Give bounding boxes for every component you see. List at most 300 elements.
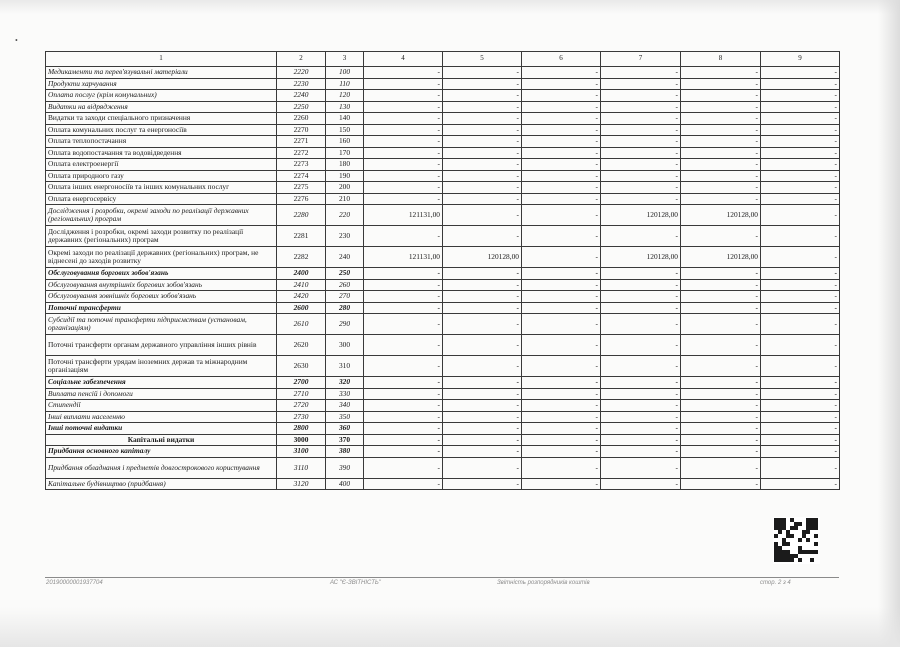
row-code-cell: 2270 [277,124,326,136]
row-name-cell: Медикаменти та перев'язувальні матеріали [46,67,277,79]
qr-module [790,558,794,562]
row-col7-cell: - [601,388,681,400]
row-col5-cell: - [443,268,522,280]
table-row [46,159,840,171]
footer-page-number: стор. 2 з 4 [760,580,791,586]
row-col8-cell: - [681,291,761,303]
row-line-cell: 110 [326,78,364,90]
row-col4-cell: - [364,457,443,478]
table-row [46,291,840,303]
row-col6-cell: - [522,226,601,247]
row-col4-cell: - [364,411,443,423]
row-col7-cell: - [601,226,681,247]
row-code-cell: 2220 [277,67,326,79]
row-col8-cell: - [681,400,761,412]
row-col5-cell: - [443,457,522,478]
row-code-cell: 2630 [277,356,326,377]
table-row [46,67,840,79]
row-col9-cell: - [761,302,840,314]
row-line-cell: 310 [326,356,364,377]
row-name-cell: Оплата теплопостачання [46,136,277,148]
row-line-cell: 230 [326,226,364,247]
qr-module [798,522,802,526]
row-code-cell: 3120 [277,478,326,490]
row-col7-cell: - [601,411,681,423]
row-col7-cell: - [601,314,681,335]
row-line-cell: 240 [326,247,364,268]
row-line-cell: 130 [326,101,364,113]
row-col7-cell: - [601,147,681,159]
row-col7-cell: - [601,423,681,435]
table-row [46,78,840,90]
row-col6-cell: - [522,377,601,389]
row-col9-cell: - [761,291,840,303]
row-line-cell: 220 [326,205,364,226]
row-col8-cell: - [681,423,761,435]
row-col7-cell: - [601,478,681,490]
row-col6-cell: - [522,147,601,159]
qr-module [798,538,802,542]
table-row [46,268,840,280]
row-line-cell: 340 [326,400,364,412]
qr-module [786,542,790,546]
row-col4-cell: - [364,302,443,314]
row-col8-cell: - [681,335,761,356]
row-code-cell: 2410 [277,279,326,291]
row-col8-cell: - [681,170,761,182]
row-code-cell: 2281 [277,226,326,247]
row-code-cell: 2230 [277,78,326,90]
row-code-cell: 2600 [277,302,326,314]
row-col6-cell: - [522,457,601,478]
row-col5-cell: - [443,388,522,400]
row-col6-cell: - [522,247,601,268]
row-col6-cell: - [522,335,601,356]
row-col6-cell: - [522,423,601,435]
row-name-cell: Придбання основного капіталу [46,446,277,458]
row-col8-cell: - [681,159,761,171]
header-cell: 7 [601,52,681,67]
row-col6-cell: - [522,124,601,136]
row-name-cell: Продукти харчування [46,78,277,90]
row-col9-cell: - [761,226,840,247]
row-col7-cell: - [601,356,681,377]
table-row [46,446,840,458]
row-col7-cell: - [601,400,681,412]
table-row [46,90,840,102]
row-col8-cell: - [681,90,761,102]
row-name-cell: Дослідження і розробки, окремі заходи розвитку по реалізації державних (регіональних) програм [46,226,277,247]
row-col6-cell: - [522,388,601,400]
row-name-cell: Капітальне будівництво (придбання) [46,478,277,490]
row-col7-cell: 120128,00 [601,247,681,268]
footer-system-name: АС "Є-ЗВІТНІСТЬ" [330,580,381,586]
row-col9-cell: - [761,90,840,102]
row-col5-cell: - [443,159,522,171]
row-col9-cell: - [761,356,840,377]
row-col7-cell: - [601,446,681,458]
row-col6-cell: - [522,205,601,226]
qr-module [814,550,818,554]
row-col5-cell: - [443,446,522,458]
scan-edge-top [0,0,900,14]
row-col4-cell: - [364,170,443,182]
row-col4-cell: - [364,291,443,303]
row-col6-cell: - [522,356,601,377]
row-col5-cell: - [443,193,522,205]
row-col6-cell: - [522,400,601,412]
row-col8-cell: - [681,193,761,205]
row-line-cell: 370 [326,434,364,446]
table-row [46,193,840,205]
row-line-cell: 400 [326,478,364,490]
row-code-cell: 2282 [277,247,326,268]
row-name-cell: Придбання обладнання і предметів довгострокового користування [46,457,277,478]
row-col5-cell: - [443,335,522,356]
qr-code [773,517,820,564]
row-line-cell: 180 [326,159,364,171]
row-col7-cell: - [601,113,681,125]
row-name-cell: Оплата комунальних послуг та енергоносіїв [46,124,277,136]
row-col9-cell: - [761,170,840,182]
row-line-cell: 190 [326,170,364,182]
row-col6-cell: - [522,446,601,458]
row-line-cell: 360 [326,423,364,435]
row-col4-cell: - [364,377,443,389]
row-col5-cell: - [443,170,522,182]
row-line-cell: 290 [326,314,364,335]
row-col7-cell: - [601,159,681,171]
row-col9-cell: - [761,335,840,356]
row-col9-cell: - [761,314,840,335]
row-col5-cell: - [443,302,522,314]
row-line-cell: 380 [326,446,364,458]
row-col8-cell: 120128,00 [681,205,761,226]
row-col4-cell: - [364,423,443,435]
row-code-cell: 3100 [277,446,326,458]
row-col4-cell: - [364,279,443,291]
row-name-cell: Видатки на відрядження [46,101,277,113]
row-col7-cell: - [601,193,681,205]
row-col8-cell: - [681,434,761,446]
row-col8-cell: - [681,67,761,79]
row-col9-cell: - [761,182,840,194]
row-col7-cell: - [601,302,681,314]
row-line-cell: 210 [326,193,364,205]
row-col6-cell: - [522,113,601,125]
qr-module [806,538,810,542]
row-name-cell: Обслуговування внутрішніх боргових зобов'язань [46,279,277,291]
row-name-cell: Дослідження і розробки, окремі заходи по реалізації державних (регіональних) програм [46,205,277,226]
row-line-cell: 200 [326,182,364,194]
row-col7-cell: - [601,377,681,389]
row-line-cell: 300 [326,335,364,356]
row-col5-cell: - [443,411,522,423]
footer-divider [45,577,839,578]
row-line-cell: 350 [326,411,364,423]
row-col8-cell: - [681,356,761,377]
row-col8-cell: - [681,124,761,136]
row-col6-cell: - [522,159,601,171]
scan-edge-bottom [0,607,900,647]
row-col5-cell: - [443,400,522,412]
row-code-cell: 2271 [277,136,326,148]
row-code-cell: 2710 [277,388,326,400]
row-col9-cell: - [761,268,840,280]
row-code-cell: 2730 [277,411,326,423]
row-name-cell: Стипендії [46,400,277,412]
table-row [46,101,840,113]
row-col9-cell: - [761,78,840,90]
row-code-cell: 2276 [277,193,326,205]
row-col7-cell: - [601,170,681,182]
row-code-cell: 2610 [277,314,326,335]
table-row [46,411,840,423]
row-col5-cell: - [443,377,522,389]
header-cell: 5 [443,52,522,67]
row-col6-cell: - [522,67,601,79]
row-col5-cell: - [443,90,522,102]
row-col4-cell: - [364,314,443,335]
row-name-cell: Поточні трансферти [46,302,277,314]
row-name-cell: Інші поточні видатки [46,423,277,435]
header-cell: 9 [761,52,840,67]
row-col9-cell: - [761,136,840,148]
header-cell: 1 [46,52,277,67]
expenditure-table [45,51,840,490]
row-name-cell: Субсидії та поточні трансферти підприємствам (установам, організаціям) [46,314,277,335]
row-name-cell: Оплата інших енергоносіїв та інших комунальних послуг [46,182,277,194]
row-code-cell: 2620 [277,335,326,356]
row-col8-cell: - [681,302,761,314]
row-code-cell: 2420 [277,291,326,303]
qr-module [790,534,794,538]
row-col6-cell: - [522,90,601,102]
row-line-cell: 100 [326,67,364,79]
table-row [46,205,840,226]
row-col9-cell: - [761,193,840,205]
row-name-cell: Капітальні видатки [46,434,277,446]
row-name-cell: Оплата водопостачання та водовідведення [46,147,277,159]
row-code-cell: 2280 [277,205,326,226]
row-col8-cell: - [681,226,761,247]
row-col9-cell: - [761,147,840,159]
table-row [46,302,840,314]
row-col9-cell: - [761,67,840,79]
row-col6-cell: - [522,478,601,490]
row-col9-cell: - [761,205,840,226]
header-cell: 2 [277,52,326,67]
row-col7-cell: - [601,124,681,136]
row-code-cell: 2720 [277,400,326,412]
footer-report-name: Звітність розпорядників коштів [497,580,590,586]
row-code-cell: 2260 [277,113,326,125]
row-name-cell: Виплата пенсій і допомоги [46,388,277,400]
scan-edge-right [878,0,900,647]
row-col7-cell: - [601,101,681,113]
row-line-cell: 320 [326,377,364,389]
header-cell: 8 [681,52,761,67]
row-col6-cell: - [522,182,601,194]
table-row [46,113,840,125]
scan-speck: • [15,36,18,45]
row-col9-cell: - [761,247,840,268]
row-col5-cell: - [443,226,522,247]
row-col5-cell: - [443,113,522,125]
row-col5-cell: - [443,67,522,79]
row-line-cell: 140 [326,113,364,125]
qr-module [810,558,814,562]
row-col4-cell: - [364,335,443,356]
row-line-cell: 390 [326,457,364,478]
row-col7-cell: - [601,182,681,194]
row-col7-cell: 120128,00 [601,205,681,226]
row-code-cell: 2400 [277,268,326,280]
row-code-cell: 2273 [277,159,326,171]
row-line-cell: 250 [326,268,364,280]
row-name-cell: Поточні трансферти урядам іноземних держав та міжнародним організаціям [46,356,277,377]
table-row [46,377,840,389]
row-name-cell: Соціальне забезпечення [46,377,277,389]
row-col5-cell: - [443,356,522,377]
row-col4-cell: - [364,193,443,205]
row-col8-cell: - [681,377,761,389]
row-col8-cell: - [681,101,761,113]
table-row [46,423,840,435]
row-col8-cell: - [681,457,761,478]
row-col9-cell: - [761,159,840,171]
row-col4-cell: - [364,159,443,171]
table-row [46,182,840,194]
row-line-cell: 330 [326,388,364,400]
row-col4-cell: - [364,268,443,280]
row-name-cell: Видатки та заходи спеціального призначення [46,113,277,125]
row-col4-cell: - [364,90,443,102]
row-col8-cell: - [681,279,761,291]
row-col9-cell: - [761,388,840,400]
row-col4-cell: 121131,00 [364,205,443,226]
row-col9-cell: - [761,377,840,389]
row-col7-cell: - [601,291,681,303]
table-row [46,170,840,182]
row-col6-cell: - [522,268,601,280]
row-col9-cell: - [761,400,840,412]
row-col9-cell: - [761,434,840,446]
row-name-cell: Оплата електроенергії [46,159,277,171]
table-row [46,400,840,412]
row-line-cell: 120 [326,90,364,102]
footer-doc-id: 20190000001937704 [46,580,103,586]
table-row [46,335,840,356]
row-col9-cell: - [761,411,840,423]
table-row [46,457,840,478]
row-col5-cell: - [443,478,522,490]
row-col9-cell: - [761,113,840,125]
row-col7-cell: - [601,457,681,478]
row-name-cell: Окремі заходи по реалізації державних (регіональних) програм, не віднесені до заходів розвитку [46,247,277,268]
row-code-cell: 2240 [277,90,326,102]
row-col4-cell: - [364,136,443,148]
header-cell: 4 [364,52,443,67]
row-col5-cell: - [443,314,522,335]
row-code-cell: 2700 [277,377,326,389]
row-col5-cell: - [443,78,522,90]
table-row [46,478,840,490]
row-col4-cell: - [364,434,443,446]
row-col4-cell: - [364,388,443,400]
row-line-cell: 270 [326,291,364,303]
row-line-cell: 170 [326,147,364,159]
qr-module [774,534,778,538]
row-col7-cell: - [601,434,681,446]
table-row [46,388,840,400]
row-col8-cell: - [681,388,761,400]
qr-module [794,526,798,530]
row-col8-cell: - [681,411,761,423]
row-code-cell: 2274 [277,170,326,182]
row-name-cell: Оплата послуг (крім комунальних) [46,90,277,102]
row-col8-cell: - [681,136,761,148]
table-row [46,136,840,148]
row-line-cell: 260 [326,279,364,291]
row-col5-cell: 120128,00 [443,247,522,268]
row-col4-cell: - [364,124,443,136]
row-col5-cell: - [443,434,522,446]
row-col4-cell: 121131,00 [364,247,443,268]
row-col6-cell: - [522,302,601,314]
row-col4-cell: - [364,478,443,490]
row-col6-cell: - [522,193,601,205]
row-col5-cell: - [443,205,522,226]
row-col8-cell: - [681,113,761,125]
row-col5-cell: - [443,279,522,291]
qr-module [806,530,810,534]
row-name-cell: Обслуговування зовнішніх боргових зобов'язань [46,291,277,303]
table-row [46,279,840,291]
row-col5-cell: - [443,423,522,435]
row-col8-cell: - [681,182,761,194]
row-col4-cell: - [364,226,443,247]
table-row [46,247,840,268]
row-name-cell: Поточні трансферти органам державного управління інших рівнів [46,335,277,356]
row-col9-cell: - [761,446,840,458]
row-col4-cell: - [364,400,443,412]
row-col7-cell: - [601,67,681,79]
table-header-row [46,52,840,67]
table-row [46,356,840,377]
row-col9-cell: - [761,423,840,435]
row-col6-cell: - [522,279,601,291]
row-col8-cell: - [681,446,761,458]
row-code-cell: 2275 [277,182,326,194]
row-col5-cell: - [443,182,522,194]
row-col4-cell: - [364,182,443,194]
row-col4-cell: - [364,356,443,377]
row-col9-cell: - [761,478,840,490]
qr-module [814,542,818,546]
row-col8-cell: - [681,314,761,335]
row-name-cell: Обслуговування боргових зобов'язань [46,268,277,280]
row-col5-cell: - [443,101,522,113]
qr-module [798,558,802,562]
row-col5-cell: - [443,124,522,136]
row-col8-cell: - [681,268,761,280]
qr-module [814,534,818,538]
row-col6-cell: - [522,314,601,335]
row-col9-cell: - [761,279,840,291]
row-col6-cell: - [522,411,601,423]
row-line-cell: 280 [326,302,364,314]
